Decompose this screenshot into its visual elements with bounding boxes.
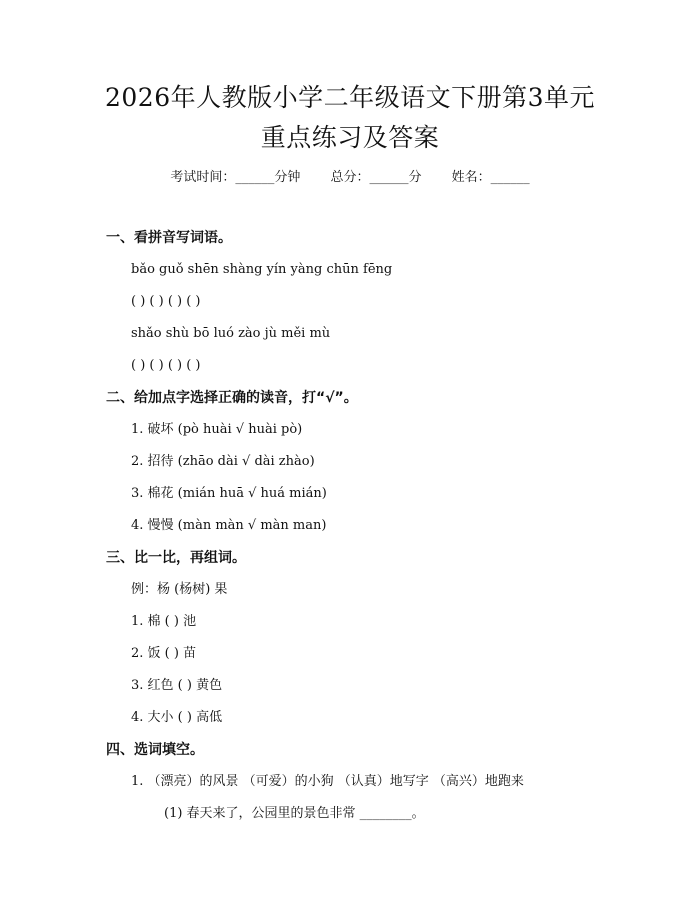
total-score-field: 总分：______分 — [330, 170, 422, 185]
answer-blanks-row-1: ( ) ( ) ( ) ( ) — [131, 294, 201, 309]
reading-choice-item: 1. 破坏 (pò huài √ huài pò) — [131, 422, 303, 437]
pinyin-row-2: shǎo shù bō luó zào jù měi mù — [131, 326, 331, 341]
compare-example: 例：杨 (杨树) 果 — [131, 582, 228, 597]
reading-choice-item: 4. 慢慢 (màn màn √ màn man) — [131, 518, 327, 533]
section-4-heading: 四、选词填空。 — [106, 742, 204, 758]
exam-content — [106, 226, 666, 834]
compare-item: 2. 饭 ( ) 苗 — [131, 646, 197, 661]
answer-blanks-row-2: ( ) ( ) ( ) ( ) — [131, 358, 201, 373]
exam-info-row — [0, 166, 700, 185]
section-2-heading: 二、给加点字选择正确的读音，打“√”。 — [106, 390, 358, 406]
name-field: 姓名：______ — [451, 170, 530, 185]
compare-item: 1. 棉 ( ) 池 — [131, 614, 197, 629]
title-line-1: 2026年人教版小学二年级语文下册第3单元 — [104, 83, 596, 112]
reading-choice-item: 2. 招待 (zhāo dài √ dài zhào) — [131, 454, 315, 469]
reading-choice-item: 3. 棉花 (mián huā √ huá mián) — [131, 486, 327, 501]
title-line-2: 重点练习及答案 — [260, 123, 440, 152]
word-choice-list: 1. （漂亮）的风景 （可爱）的小狗 （认真）地写字 （高兴）地跑来 — [131, 774, 524, 789]
fill-in-question-1: (1) 春天来了，公园里的景色非常 ________。 — [164, 806, 425, 821]
document-title — [0, 78, 700, 158]
compare-item: 4. 大小 ( ) 高低 — [131, 710, 223, 725]
exam-time-field: 考试时间：______分钟 — [170, 170, 301, 185]
section-1-heading: 一、看拼音写词语。 — [106, 230, 232, 246]
compare-item: 3. 红色 ( ) 黄色 — [131, 678, 223, 693]
pinyin-row-1: bǎo guǒ shēn shàng yín yàng chūn fēng — [131, 262, 393, 277]
section-3-heading: 三、比一比，再组词。 — [106, 550, 246, 566]
